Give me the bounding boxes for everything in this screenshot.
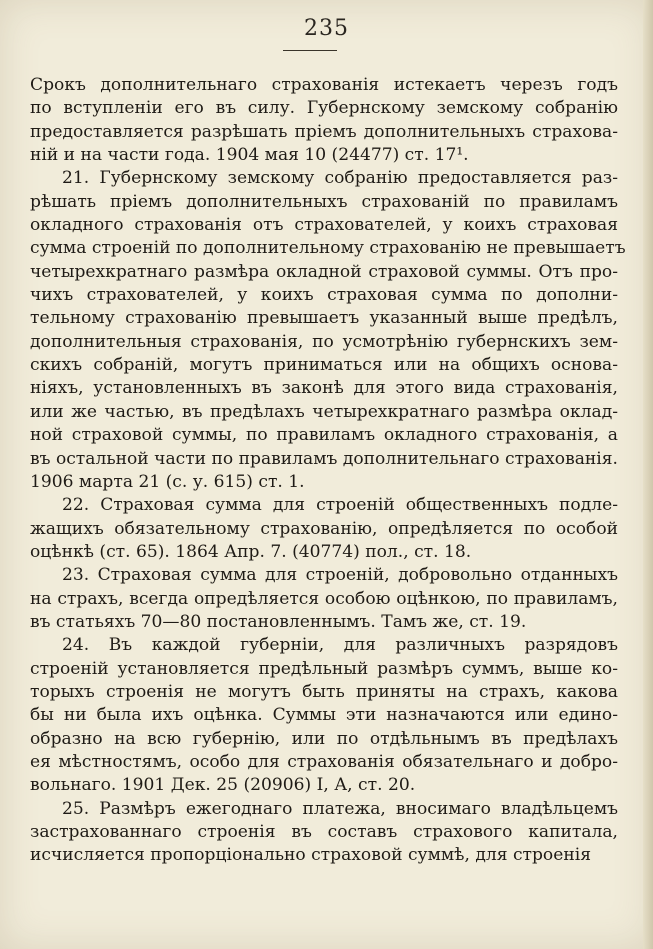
text-line: ніяхъ, установленныхъ въ законѣ для этого вида страхованія, xyxy=(30,378,618,399)
text-line: исчисляется пропорціонально страховой суммѣ, для строенія xyxy=(30,845,591,866)
text-line: Срокъ дополнительнаго страхованія истекаетъ черезъ годъ xyxy=(30,75,618,95)
page-edge xyxy=(643,0,653,949)
text-line: образно на всю губернію, или по отдѣльнымъ въ предѣлахъ xyxy=(30,728,618,749)
text-line: въ статьяхъ 70—80 постановленнымъ. Тамъ же, ст. 19. xyxy=(30,611,527,632)
text-line: оцѣнкѣ (ст. 65). 1864 Апр. 7. (40774) пол., ст. 18. xyxy=(30,541,472,562)
page-number: 235 xyxy=(304,16,349,41)
text-line: ной страховой суммы, по правиламъ окладного страхованія, а xyxy=(30,425,618,446)
text-line: четырехкратнаго размѣра окладной страховой суммы. Отъ про- xyxy=(30,261,618,282)
text-line: предоставляется разрѣшать пріемъ дополнительныхъ страхова- xyxy=(30,121,618,142)
paragraph-article-23 xyxy=(30,564,618,634)
text-line: жащихъ обязательному страхованію, опредѣляется по особой xyxy=(30,518,618,539)
text-line: 21. Губернскому земскому собранію предоставляется раз- xyxy=(62,168,618,189)
text-line: вольнаго. 1901 Дек. 25 (20906) I, А, ст. 20. xyxy=(30,775,416,796)
text-line: чихъ страхователей, у коихъ страховая сумма по дополни- xyxy=(30,285,618,306)
paragraph-article-21 xyxy=(30,167,626,494)
page-text xyxy=(30,74,626,868)
text-line: бы ни была ихъ оцѣнка. Суммы эти назначаются или едино- xyxy=(30,705,618,726)
paragraph-article-22 xyxy=(30,494,618,564)
text-line: ній и на части года. 1904 мая 10 (24477) ст. 17¹. xyxy=(30,145,469,166)
text-line: 23. Страховая сумма для строеній, добровольно отданныхъ xyxy=(62,565,618,586)
text-line: сумма строеній по дополнительному страхованію не превышаетъ xyxy=(30,238,626,259)
text-line: 1906 марта 21 (с. у. 615) ст. 1. xyxy=(30,471,305,492)
text-line: по вступленіи его въ силу. Губернскому земскому собранію xyxy=(30,98,618,119)
text-line: дополнительныя страхованія, по усмотрѣнію губернскихъ зем- xyxy=(30,331,618,352)
text-line: тельному страхованію превышаетъ указанный выше предѣлъ, xyxy=(30,308,618,329)
text-line: или же частью, въ предѣлахъ четырехкратнаго размѣра оклад- xyxy=(30,401,618,422)
page-number-rule xyxy=(283,50,337,51)
text-line: 24. Въ каждой губерніи, для различныхъ разрядовъ xyxy=(62,635,618,656)
paragraph-article-25 xyxy=(30,798,618,868)
text-line: въ остальной части по правиламъ дополнительнаго страхованія. xyxy=(30,448,618,469)
text-line: на страхъ, всегда опредѣляется особою оцѣнкою, по правиламъ, xyxy=(30,588,618,609)
text-line: 25. Размѣръ ежегоднаго платежа, вносимаго владѣльцемъ xyxy=(62,798,618,819)
text-line: застрахованнаго строенія въ составъ страхового капитала, xyxy=(30,822,618,842)
text-line: ея мѣстностямъ, особо для страхованія обязательнаго и добро- xyxy=(30,751,618,772)
text-line: окладного страхованія отъ страхователей, у коихъ страховая xyxy=(30,215,618,236)
paragraph-intro xyxy=(30,74,618,167)
text-line: торыхъ строенія не могутъ быть приняты на страхъ, какова xyxy=(30,681,618,702)
paragraph-article-24 xyxy=(30,634,618,797)
text-line: 22. Страховая сумма для строеній общественныхъ подле- xyxy=(62,495,618,516)
text-line: скихъ собраній, могутъ приниматься или на общихъ основа- xyxy=(30,355,618,376)
text-line: рѣшать пріемъ дополнительныхъ страхованій по правиламъ xyxy=(30,191,618,212)
text-line: строеній установляется предѣльный размѣръ суммъ, выше ко- xyxy=(30,658,618,679)
